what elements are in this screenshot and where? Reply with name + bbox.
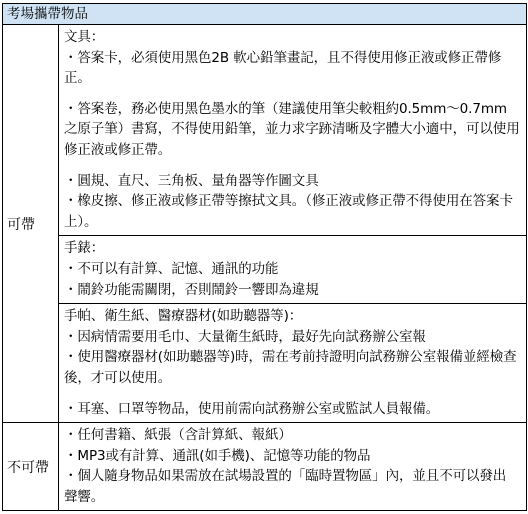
watch-cell (59, 236, 527, 304)
personal-cell (59, 304, 527, 423)
personal-item-medical-devices: ・使用醫療器材(如助聽器等)時，需在考前持證明向試務辦公室報備並經檢查後，才可以使用。 (64, 349, 517, 386)
personal-heading: 手帕、衛生紙、醫療器材(如助聽器等)： (64, 308, 303, 325)
not-allowed-item-personal-belongings: ・個人隨身物品如果需放在試場設置的「臨時置物區」內，並且不可以發出 聲響。 (64, 468, 507, 505)
not-allowed-label: 不可帶 (3, 423, 59, 511)
personal-item-towels: ・因病情需要用毛巾、大量衛生紙時，最好先向試務辦公室報 (64, 328, 426, 345)
watch-item-alarm-off: ・鬧鈴功能需關閉，否則鬧鈴一響即為違規 (64, 281, 319, 298)
title-row (3, 4, 527, 25)
exam-items-sheet (2, 3, 526, 511)
watch-item-no-functions: ・不可以有計算、記憶、通訊的功能 (64, 260, 279, 277)
allowed-personal-row (3, 304, 527, 423)
stationery-item-answer-card: ・答案卡，必須使用黑色2B 軟心鉛筆畫記，且不得使用修正液或修正帶修正。 (64, 49, 502, 87)
table-title: 考場攜帶物品 (3, 4, 527, 25)
stationery-cell (59, 25, 527, 236)
not-allowed-item-devices: ・MP3或有計算、通訊(如手機)、記憶等功能的物品 (64, 447, 371, 464)
stationery-item-erasers: ・橡皮擦、修正液或修正帶等擦拭文具。（修正液或修正帶不得使用在答案卡上）。 (64, 193, 513, 230)
exam-items-table (2, 3, 527, 511)
not-allowed-cell (59, 423, 527, 511)
not-allowed-row (3, 423, 527, 511)
personal-item-earplugs: ・耳塞、口罩等物品，使用前需向試務辦公室或監試人員報備。 (64, 400, 440, 417)
allowed-label: 可帶 (3, 25, 59, 423)
stationery-heading: 文具： (64, 29, 105, 45)
allowed-watch-row (3, 236, 527, 304)
allowed-stationery-row (3, 25, 527, 236)
stationery-item-drawing-tools: ・圓規、直尺、三角板、量角器等作圖文具 (64, 172, 319, 189)
watch-heading: 手錶： (64, 240, 105, 257)
not-allowed-item-books: ・任何書籍、紙張（含計算紙、報紙） (64, 427, 292, 444)
stationery-item-answer-sheet: ・答案卷，務必使用黑色墨水的筆（建議使用筆尖較粗約0.5mm～0.7mm 之原子筆）書寫，不得使用鉛筆，並力求字跡清晰及字體大小適中，可以使用修正液或修正帶。 (64, 100, 520, 158)
